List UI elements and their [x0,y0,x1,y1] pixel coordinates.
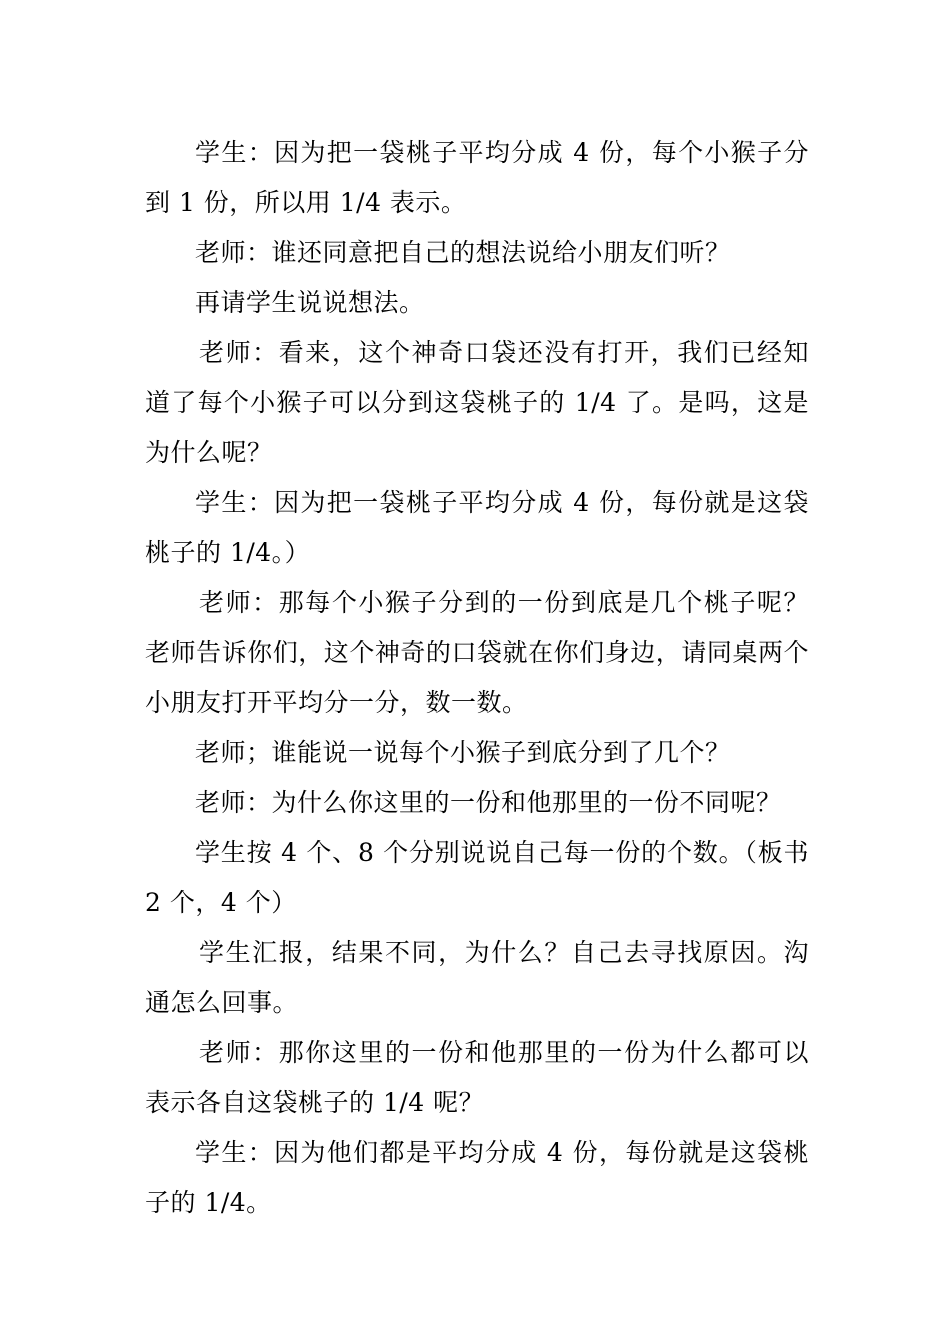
paragraph-student-report: 学生汇报，结果不同，为什么？自己去寻找原因。沟通怎么回事。 [145,938,809,1017]
paragraph-student-answer-2: 学生：因为把一袋桃子平均分成 4 份，每份就是这袋桃子的 1/4。） [145,488,809,567]
paragraph-student-answer-3: 学生：因为他们都是平均分成 4 份，每份就是这袋桃子的 1/4。 [145,1138,809,1217]
paragraph-teacher-question-6: 老师：那你这里的一份和他那里的一份为什么都可以表示各自这袋桃子的 1/4 呢？ [145,1038,809,1117]
paragraph-student-answer-1: 学生：因为把一袋桃子平均分成 4 份，每个小猴子分到 1 份，所以用 1/4 表示。 [145,138,809,217]
paragraph-teacher-question-2: 老师：看来，这个神奇口袋还没有打开，我们已经知道了每个小猴子可以分到这袋桃子的 1/4 了。是吗，这是为什么呢？ [145,338,809,467]
paragraph-teacher-question-4: 老师；谁能说一说每个小猴子到底分到了几个？ [195,738,731,767]
paragraph-teacher-question-3: 老师：那每个小猴子分到的一份到底是几个桃子呢？老师告诉你们，这个神奇的口袋就在你们身边，请同桌两个小朋友打开平均分一分，数一数。 [145,588,809,717]
paragraph-teacher-question-5: 老师：为什么你这里的一份和他那里的一份不同呢？ [195,788,782,817]
document-page [145,128,809,1228]
paragraph-instruction-1: 再请学生说说想法。 [195,288,425,317]
paragraph-teacher-question-1: 老师：谁还同意把自己的想法说给小朋友们听？ [195,238,731,267]
paragraph-student-activity: 学生按 4 个、8 个分别说说自己每一份的个数。（板书 2 个，4 个） [145,838,809,917]
